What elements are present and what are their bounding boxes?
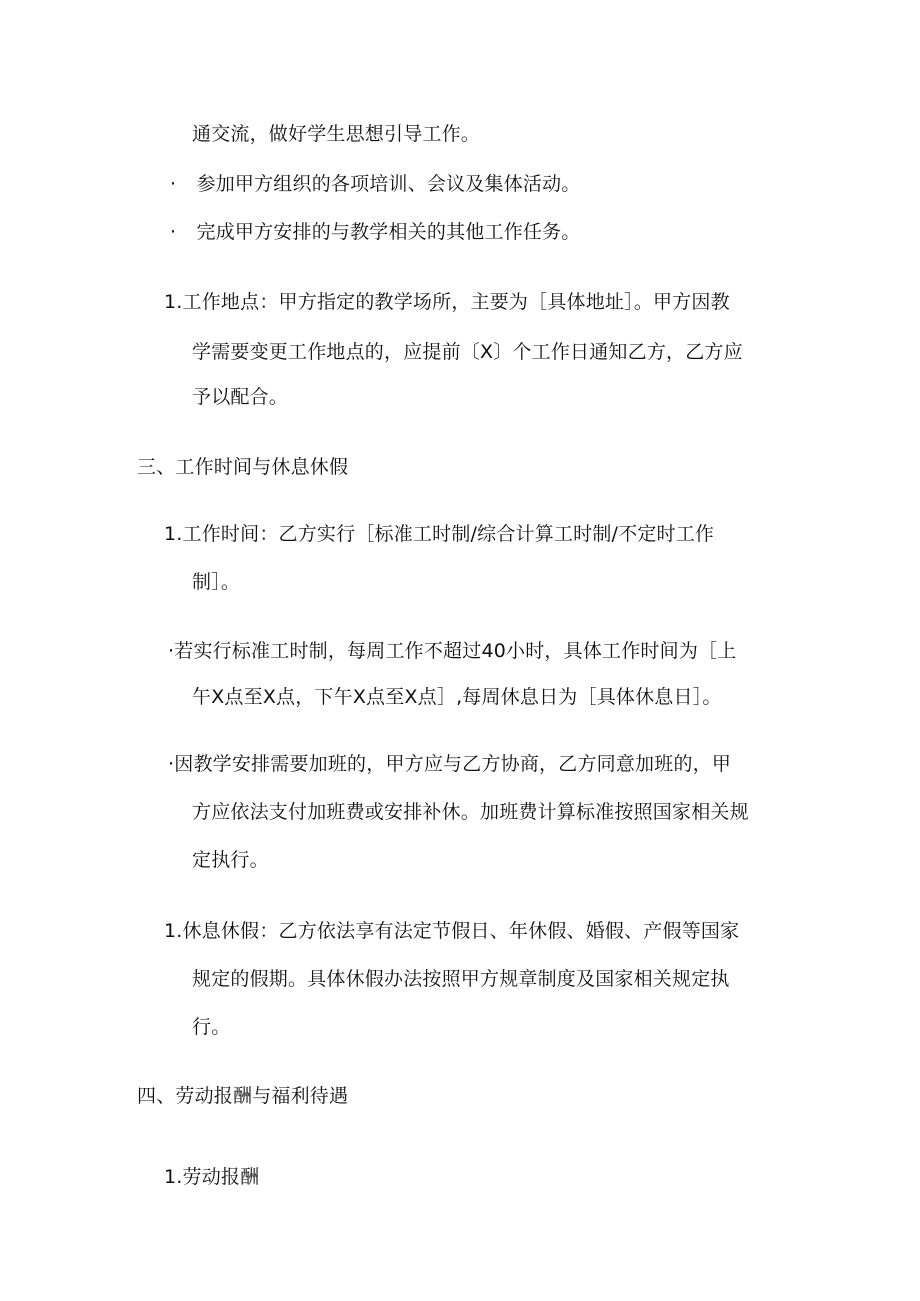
section-heading-four: 四、劳动报酬与福利待遇 [137, 1085, 349, 1107]
bullet-text: 参加甲方组织的各项培训、会议及集体活动。 [196, 173, 581, 195]
work-location-line-3: 予以配合。 [192, 386, 289, 408]
standard-hours-line-2: 午X点至X点，下午X点至X点］,每周休息日为［具体休息日］。 [192, 686, 722, 708]
overtime-line-3: 定执行。 [192, 849, 269, 871]
rest-leave-line-1: 1.休息休假：乙方依法享有法定节假日、年休假、婚假、产假等国家 [164, 920, 740, 942]
bullet-item-other-tasks [170, 218, 581, 246]
standard-hours-line-1: ·若实行标准工时制，每周工作不超过40小时，具体工作时间为［上 [168, 640, 737, 662]
work-time-line-2: 制］。 [192, 571, 241, 593]
bullet-marker: · [170, 221, 177, 243]
section-heading-three: 三、工作时间与休息休假 [137, 456, 349, 478]
work-time-line-1: 1.工作时间：乙方实行［标准工时制/综合计算工时制/不定时工作 [164, 523, 715, 545]
work-location-line-1: 1.工作地点：甲方指定的教学场所，主要为［具体地址］。甲方因教 [164, 291, 730, 313]
bullet-text: 完成甲方安排的与教学相关的其他工作任务。 [196, 221, 581, 243]
labor-remuneration-heading: 1.劳动报酬 [164, 1166, 260, 1188]
overtime-line-2: 方应依法支付加班费或安排补休。加班费计算标准按照国家相关规 [192, 801, 749, 823]
overtime-line-1: ·因教学安排需要加班的，甲方应与乙方协商，乙方同意加班的，甲 [168, 753, 732, 775]
rest-leave-line-2: 规定的假期。具体休假办法按照甲方规章制度及国家相关规定执 [192, 968, 730, 990]
bullet-marker: · [170, 173, 177, 195]
bullet-item-training [170, 170, 581, 198]
rest-leave-line-3: 行。 [192, 1016, 231, 1038]
paragraph-continuation: 通交流，做好学生思想引导工作。 [192, 123, 481, 145]
work-location-line-2: 学需要变更工作地点的，应提前〔X〕个工作日通知乙方，乙方应 [192, 341, 743, 363]
